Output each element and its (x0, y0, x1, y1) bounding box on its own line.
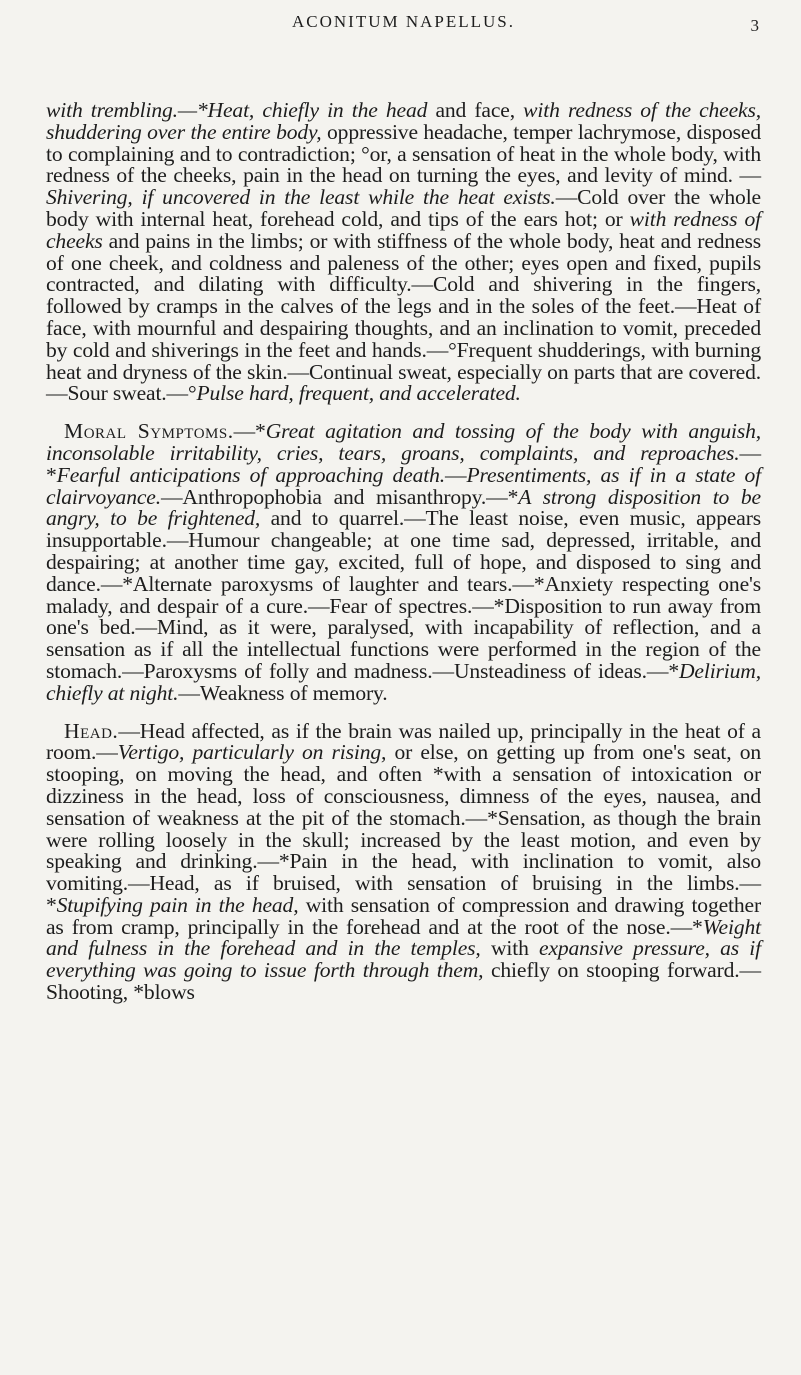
text-run: or else, on getting up from one's seat, on stooping, on moving the head, and often *with a sensation of intoxication or dizziness in the head, loss of consciousness, dimness of the eyes, nausea, and sensation of weakness at the pit of the stomach.—*Sensation, as though the brain were rolling loosely in the skull; increased by the least motion, and even by speaking and drinking.—*Pain in the head, with inclination to vomit, also vomiting.—Head, as if bruised, with sensation of bruising in the limbs.—* (46, 740, 761, 917)
text-run: with (480, 936, 540, 961)
paragraph-fever (46, 100, 761, 405)
body-text (46, 100, 761, 1004)
text-run: —Weakness of memory. (178, 680, 388, 705)
italic-run: Stupifying pain in the head, (56, 892, 299, 917)
italic-run: A strong disposition to be angry, to be frightened, (46, 484, 761, 531)
section-heading: Head. (64, 718, 119, 743)
text-run: —* (233, 419, 266, 444)
text-run: with sensation of compression and drawing together as from cramp, principally in the forehead and at the root of the nose.—* (46, 892, 762, 939)
paragraph-head (46, 718, 762, 1005)
italic-run: with redness of cheeks (46, 206, 761, 253)
text-run: oppressive headache, temper lachrymose, disposed to complaining and to contradiction; °or, a sensation of heat in the whole body, with redness of the cheeks, pain in the head on turning the eyes, and levity of mind. — (46, 119, 761, 188)
italic-run: Great agitation and tossing of the body with anguish, inconsolable irritability, cries, tears, groans, complaints, and reproaches. (46, 419, 761, 465)
page-number: 3 (750, 16, 761, 35)
italic-run: expansive pressure, as if everything was going to issue forth through them, (46, 936, 762, 983)
text-run: —Anthropophobia and misanthropy.—* (160, 484, 519, 509)
text-run: and to quarrel.—The least noise, even music, appears insupportable.—Humour changeable; at one time sad, depressed, irritable, and despairing; at another time gay, excited, full of hope, and disposed to sing and dance.—*Alternate paroxysms of laughter and tears.—*Anxiety respecting one's malady, and despair of a cure.—Fear of spectres.—*Disposition to run away from one's bed.—Mind, as it were, paralysed, with incapability of reflection, and a sensation as if all the intellectual functions were performed in the region of the stomach.—Paroxysms of folly and madness.—Unsteadiness of ideas.—* (46, 506, 762, 683)
italic-run: Weight and fulness in the forehead and in the temples, (46, 914, 761, 961)
text-run: and pains in the limbs; or with stiffness of the whole body, heat and redness of one cheek, and coldness and paleness of the other; eyes open and fixed, pupils contracted, and dilating with difficulty.—Cold and shivering in the fingers, followed by cramps in the calves of the legs and in the soles of the feet.—Heat of face, with mournful and despairing thoughts, and an inclination to vomit, preceded by cold and shiverings in the feet and hands.—°Frequent shudderings, with burning heat and dryness of the skin.—Continual sweat, especially on parts that are covered.—Sour sweat.—° (46, 228, 761, 406)
italic-run: Delirium, chiefly at night. (46, 658, 761, 705)
italic-run: with trembling.—*Heat, chiefly in the head (46, 98, 428, 122)
text-run: chiefly on stooping forward.—Shooting, *blows (46, 958, 761, 1005)
text-run: —* (46, 440, 761, 487)
running-title: ACONITUM NAPELLUS. (292, 12, 515, 31)
italic-run: Presentiments, as if in a state of clairvoyance. (46, 462, 761, 509)
text-run: and face, (427, 98, 524, 122)
italic-run: Shivering, if uncovered in the least while the heat exists. (46, 185, 556, 210)
italic-run: Pulse hard, frequent, and accelerated. (196, 381, 521, 406)
page-header (46, 12, 761, 40)
text-run: — (445, 462, 467, 487)
text-run: —Cold over the whole body with internal heat, forehead cold, and tips of the ears hot; or (46, 185, 761, 231)
italic-run: with redness of the cheeks, shuddering over the entire body, (46, 98, 761, 144)
italic-run: Vertigo, particularly on rising, (117, 740, 387, 765)
italic-run: Fearful anticipations of approaching death. (56, 462, 446, 487)
paragraph-moral-symptoms (46, 421, 761, 704)
section-heading: Moral Symptoms. (64, 419, 234, 444)
text-run: —Head affected, as if the brain was nailed up, principally in the heat of a room.— (46, 718, 761, 765)
